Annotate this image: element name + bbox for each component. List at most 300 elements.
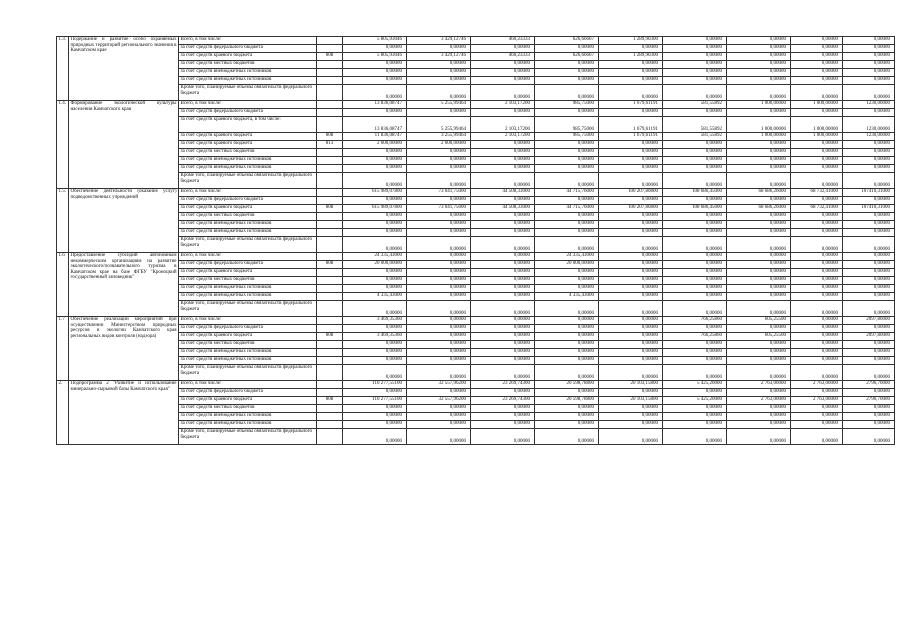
amount-cell: 0,00000 (843, 341, 895, 349)
amount-cell: 0,00000 (599, 157, 663, 165)
amount-cell: 0,00000 (535, 221, 599, 229)
amount-cell: 0,00000 (791, 293, 843, 301)
table-row (57, 397, 895, 405)
amount-cell: 0,00000 (343, 277, 407, 285)
table-row (57, 421, 895, 429)
amount-cell: 0,00000 (535, 349, 599, 357)
amount-cell: 0,00000 (843, 269, 895, 277)
amount-cell: 0,00000 (791, 429, 843, 445)
budget-code (317, 77, 343, 85)
item-number: 1.7 (57, 317, 69, 381)
amount-cell: 0,00000 (843, 405, 895, 413)
amount-cell: 0,00000 (843, 253, 895, 261)
amount-cell: 0,00000 (663, 213, 727, 221)
amount-cell: 0,00000 (535, 365, 599, 381)
amount-cell: 0,00000 (407, 261, 471, 269)
budget-code (317, 389, 343, 397)
amount-cell: 0,00000 (407, 173, 471, 189)
amount-cell: 0,00000 (471, 293, 535, 301)
budget-code (317, 357, 343, 365)
budget-code (317, 61, 343, 69)
amount-cell: 0,00000 (343, 213, 407, 221)
amount-cell: 0,00000 (843, 229, 895, 237)
amount-cell: 0,00000 (727, 365, 791, 381)
amount-cell: 0,00000 (471, 85, 535, 101)
amount-cell: 0,00000 (599, 357, 663, 365)
table-row (57, 341, 895, 349)
amount-cell: 0,00000 (471, 221, 535, 229)
funding-source: за счет средств местных бюджетов (179, 341, 317, 349)
funding-source: Кроме того, планируемые объемы обязательств федерального бюджета (179, 429, 317, 445)
amount-cell: 0,00000 (663, 365, 727, 381)
amount-cell: 0,00000 (407, 229, 471, 237)
amount-cell: 0,00000 (599, 301, 663, 317)
item-name: Предоставление субсидий автономным некоммерческим организациям на развитие экологического/познавательного туризма в Камчатском крае на базе ФГБУ "Кроноцкий государственный заповедник" (69, 253, 179, 317)
amount-cell: 0,00000 (663, 149, 727, 157)
amount-cell: 0,00000 (791, 269, 843, 277)
table-row (57, 333, 895, 341)
amount-cell: 0,00000 (407, 285, 471, 293)
amount-cell: 0,00000 (599, 109, 663, 117)
amount-cell: 0,00000 (535, 237, 599, 253)
table-row (57, 277, 895, 285)
amount-cell: 0,00000 (535, 197, 599, 205)
table-row (57, 285, 895, 293)
funding-source: за счет средств краевого бюджета (179, 133, 317, 141)
budget-code (317, 69, 343, 77)
amount-cell: 0,00000 (535, 173, 599, 189)
amount-cell: 0,00000 (727, 293, 791, 301)
amount-cell: 0,00000 (471, 165, 535, 173)
amount-cell: 0,00000 (663, 389, 727, 397)
budget-code (317, 101, 343, 109)
amount-cell: 0,00000 (727, 405, 791, 413)
amount-cell: 1 289,90300 (599, 37, 663, 45)
amount-cell: 0,00000 (727, 269, 791, 277)
table-row (57, 325, 895, 333)
table-row (57, 117, 895, 133)
amount-cell: 3 429,12746 (407, 53, 471, 61)
amount-cell: 0,00000 (727, 69, 791, 77)
funding-source: Кроме того, планируемые объемы обязательств федерального бюджета (179, 237, 317, 253)
amount-cell: 0,00000 (535, 45, 599, 53)
amount-cell: 0,00000 (599, 197, 663, 205)
table-row (57, 301, 895, 317)
amount-cell: 0,00000 (535, 317, 599, 325)
amount-cell: 0,00000 (471, 237, 535, 253)
budget-code (317, 197, 343, 205)
amount-cell: 2796,70000 (843, 397, 895, 405)
amount-cell: 0,00000 (471, 197, 535, 205)
table-row (57, 413, 895, 421)
item-name: Обеспечение деятельности (оказание услуг) подведомственных учреждений (69, 189, 179, 253)
budget-code (317, 253, 343, 261)
amount-cell: 0,00000 (407, 269, 471, 277)
amount-cell: 0,00000 (471, 213, 535, 221)
amount-cell: 0,00000 (343, 77, 407, 85)
amount-cell: 0,00000 (727, 165, 791, 173)
funding-source: Кроме того, планируемые объемы обязательств федерального бюджета (179, 173, 317, 189)
budget-code (317, 229, 343, 237)
table-row (57, 229, 895, 237)
amount-cell: 0,00000 (791, 109, 843, 117)
amount-cell: 0,00000 (843, 157, 895, 165)
funding-source: Всего, в том числе: (179, 101, 317, 109)
amount-cell: 0,00000 (471, 253, 535, 261)
amount-cell: 0,00000 (843, 325, 895, 333)
amount-cell: 2 763,00000 (727, 381, 791, 389)
amount-cell: 68 686,26000 (727, 189, 791, 197)
budget-code: 808 (317, 397, 343, 405)
amount-cell: 0,00000 (471, 389, 535, 397)
item-number: 1.4. (57, 101, 69, 189)
amount-cell: 0,00000 (843, 357, 895, 365)
amount-cell: 0,00000 (791, 277, 843, 285)
amount-cell: 615 989,07800 (343, 189, 407, 197)
amount-cell: 0,00000 (663, 165, 727, 173)
amount-cell: 1230,00000 (843, 133, 895, 141)
amount-cell: 0,00000 (663, 261, 727, 269)
amount-cell: 1 000,00000 (727, 117, 791, 133)
budget-code (317, 45, 343, 53)
table-row (57, 109, 895, 117)
amount-cell: 0,00000 (843, 349, 895, 357)
amount-cell: 0,00000 (843, 429, 895, 445)
amount-cell: 0,00000 (663, 413, 727, 421)
amount-cell: 0,00000 (599, 45, 663, 53)
amount-cell: 0,00000 (471, 261, 535, 269)
funding-source: Всего, в том числе: (179, 317, 317, 325)
amount-cell: 0,00000 (407, 253, 471, 261)
amount-cell: 0,00000 (791, 45, 843, 53)
budget-code (317, 117, 343, 133)
amount-cell: 13 836,08747 (343, 117, 407, 133)
amount-cell: 3 469,35360 (343, 317, 407, 325)
amount-cell: 0,00000 (407, 317, 471, 325)
item-number: 1.3. (57, 37, 69, 101)
amount-cell: 0,00000 (343, 413, 407, 421)
table-row (57, 189, 895, 197)
amount-cell: 605,25500 (727, 333, 791, 341)
amount-cell: 20 598,78800 (535, 381, 599, 389)
table-row (57, 213, 895, 221)
amount-cell: 0,00000 (727, 85, 791, 101)
table-row (57, 45, 895, 53)
amount-cell: 0,00000 (343, 229, 407, 237)
amount-cell: 0,00000 (535, 165, 599, 173)
budget-code (317, 421, 343, 429)
amount-cell: 0,00000 (791, 197, 843, 205)
amount-cell: 0,00000 (663, 293, 727, 301)
amount-cell: 0,00000 (471, 229, 535, 237)
amount-cell: 0,00000 (471, 269, 535, 277)
amount-cell: 0,00000 (407, 357, 471, 365)
funding-source: за счет средств внебюджетных источников (179, 221, 317, 229)
budget-code (317, 285, 343, 293)
amount-cell: 0,00000 (343, 341, 407, 349)
amount-cell: 0,00000 (843, 213, 895, 221)
amount-cell: 0,00000 (343, 173, 407, 189)
amount-cell: 23 269,74300 (471, 381, 535, 389)
budget-table (56, 36, 895, 445)
amount-cell: 0,00000 (407, 429, 471, 445)
amount-cell: 1230,00000 (843, 101, 895, 109)
amount-cell: 1 000,00000 (727, 101, 791, 109)
table-row (57, 317, 895, 325)
funding-source: Всего, в том числе: (179, 189, 317, 197)
amount-cell: 5 805,93046 (343, 53, 407, 61)
funding-source: за счет средств внебюджетных источников (179, 357, 317, 365)
amount-cell: 0,00000 (343, 157, 407, 165)
amount-cell: 0,00000 (599, 349, 663, 357)
amount-cell: 32 557,96200 (407, 381, 471, 389)
amount-cell: 0,00000 (471, 325, 535, 333)
amount-cell: 0,00000 (663, 69, 727, 77)
amount-cell: 5 255,99464 (407, 117, 471, 133)
amount-cell: 24 335,43000 (343, 253, 407, 261)
amount-cell: 0,00000 (599, 261, 663, 269)
amount-cell: 0,00000 (791, 365, 843, 381)
amount-cell: 44 715,76000 (535, 189, 599, 197)
table-row (57, 205, 895, 213)
amount-cell: 0,00000 (663, 229, 727, 237)
amount-cell: 0,00000 (471, 429, 535, 445)
amount-cell: 44 715,76000 (535, 205, 599, 213)
amount-cell: 0,00000 (535, 405, 599, 413)
amount-cell: 0,00000 (599, 61, 663, 69)
funding-source: за счет средств внебюджетных источников (179, 165, 317, 173)
amount-cell: 0,00000 (471, 77, 535, 85)
amount-cell: 0,00000 (471, 357, 535, 365)
amount-cell: 0,00000 (471, 301, 535, 317)
amount-cell: 0,00000 (471, 277, 535, 285)
amount-cell: 0,00000 (727, 37, 791, 45)
amount-cell: 5 425,20000 (663, 397, 727, 405)
amount-cell: 1 289,90300 (599, 53, 663, 61)
amount-cell: 0,00000 (727, 61, 791, 69)
amount-cell: 2 000,00000 (407, 141, 471, 149)
funding-source: за счет средств краевого бюджета (179, 269, 317, 277)
amount-cell: 100 207,80800 (599, 189, 663, 197)
amount-cell: 0,00000 (727, 221, 791, 229)
amount-cell: 0,00000 (663, 341, 727, 349)
amount-cell: 0,00000 (471, 317, 535, 325)
amount-cell: 0,00000 (791, 141, 843, 149)
table-row (57, 173, 895, 189)
amount-cell: 581,55892 (663, 101, 727, 109)
amount-cell: 0,00000 (843, 261, 895, 269)
amount-cell: 0,00000 (727, 53, 791, 61)
amount-cell: 44 508,33000 (471, 205, 535, 213)
amount-cell: 0,00000 (471, 349, 535, 357)
amount-cell: 0,00000 (535, 141, 599, 149)
amount-cell: 0,00000 (791, 389, 843, 397)
budget-code (317, 341, 343, 349)
amount-cell: 0,00000 (727, 349, 791, 357)
amount-cell: 0,00000 (407, 61, 471, 69)
amount-cell: 0,00000 (727, 277, 791, 285)
amount-cell: 0,00000 (727, 149, 791, 157)
amount-cell: 0,00000 (727, 325, 791, 333)
amount-cell: 68 732,41000 (791, 205, 843, 213)
amount-cell: 615 989,07800 (343, 205, 407, 213)
amount-cell: 0,00000 (407, 213, 471, 221)
amount-cell: 0,00000 (727, 229, 791, 237)
amount-cell: 0,00000 (535, 285, 599, 293)
amount-cell: 0,00000 (343, 349, 407, 357)
amount-cell: 0,00000 (663, 405, 727, 413)
amount-cell: 44 508,33000 (471, 189, 535, 197)
amount-cell: 110 277,55100 (343, 381, 407, 389)
amount-cell: 0,00000 (471, 157, 535, 165)
table-row (57, 365, 895, 381)
amount-cell: 0,00000 (727, 421, 791, 429)
funding-source: за счет средств местных бюджетов (179, 277, 317, 285)
amount-cell: 0,00000 (407, 413, 471, 421)
amount-cell: 0,00000 (599, 389, 663, 397)
amount-cell: 2097,80000 (843, 333, 895, 341)
amount-cell: 0,00000 (599, 165, 663, 173)
amount-cell: 0,00000 (663, 109, 727, 117)
amount-cell: 0,00000 (843, 285, 895, 293)
amount-cell: 766,25860 (663, 333, 727, 341)
amount-cell: 0,00000 (663, 237, 727, 253)
table-row (57, 149, 895, 157)
amount-cell: 0,00000 (599, 253, 663, 261)
budget-code (317, 85, 343, 101)
amount-cell: 0,00000 (407, 69, 471, 77)
funding-source: за счет средств федерального бюджета (179, 389, 317, 397)
amount-cell: 68 686,26000 (727, 205, 791, 213)
amount-cell: 0,00000 (663, 301, 727, 317)
table-row (57, 293, 895, 301)
amount-cell: 107410,31000 (843, 205, 895, 213)
amount-cell: 0,00000 (663, 357, 727, 365)
amount-cell: 0,00000 (407, 293, 471, 301)
amount-cell: 0,00000 (535, 229, 599, 237)
amount-cell: 0,00000 (727, 261, 791, 269)
amount-cell: 0,00000 (535, 301, 599, 317)
amount-cell: 0,00000 (791, 213, 843, 221)
amount-cell: 0,00000 (791, 69, 843, 77)
amount-cell: 0,00000 (843, 221, 895, 229)
amount-cell: 23 269,74300 (471, 397, 535, 405)
amount-cell: 4 335,43000 (343, 293, 407, 301)
amount-cell: 0,00000 (343, 237, 407, 253)
item-number: 1.6 (57, 253, 69, 317)
table-row (57, 349, 895, 357)
amount-cell: 460,23333 (471, 53, 535, 61)
budget-code: 808 (317, 261, 343, 269)
amount-cell: 0,00000 (407, 221, 471, 229)
budget-code (317, 277, 343, 285)
amount-cell: 0,00000 (843, 165, 895, 173)
amount-cell: 0,00000 (599, 173, 663, 189)
amount-cell: 2 763,00000 (791, 381, 843, 389)
amount-cell: 0,00000 (535, 85, 599, 101)
table-row (57, 269, 895, 277)
amount-cell: 0,00000 (535, 389, 599, 397)
table-row (57, 85, 895, 101)
amount-cell: 0,00000 (407, 45, 471, 53)
amount-cell: 0,00000 (343, 221, 407, 229)
amount-cell: 0,00000 (663, 253, 727, 261)
table-row (57, 237, 895, 253)
amount-cell: 0,00000 (343, 109, 407, 117)
amount-cell: 2 103,17200 (471, 133, 535, 141)
amount-cell: 0,00000 (727, 173, 791, 189)
amount-cell: 0,00000 (791, 325, 843, 333)
amount-cell: 0,00000 (535, 333, 599, 341)
amount-cell: 0,00000 (843, 277, 895, 285)
amount-cell: 0,00000 (535, 421, 599, 429)
amount-cell: 20 000,00000 (535, 261, 599, 269)
funding-source: за счет средств федерального бюджета (179, 109, 317, 117)
amount-cell: 0,00000 (727, 157, 791, 165)
amount-cell: 0,00000 (471, 333, 535, 341)
amount-cell: 0,00000 (407, 157, 471, 165)
budget-code: 808 (317, 333, 343, 341)
amount-cell: 460,23333 (471, 37, 535, 45)
item-name: Подержание и развитие особо охраняемых природных территорий регионального значения в Камчатском крае (69, 37, 179, 101)
funding-source: за счет средств федерального бюджета (179, 325, 317, 333)
amount-cell: 2 103,17200 (471, 117, 535, 133)
amount-cell: 4 335,43000 (535, 293, 599, 301)
budget-code (317, 293, 343, 301)
amount-cell: 0,00000 (407, 421, 471, 429)
amount-cell: 0,00000 (663, 37, 727, 45)
amount-cell: 24 335,43000 (535, 253, 599, 261)
amount-cell: 0,00000 (407, 77, 471, 85)
amount-cell: 0,00000 (471, 421, 535, 429)
funding-source: за счет средств внебюджетных источников (179, 413, 317, 421)
amount-cell: 1230,00000 (843, 117, 895, 133)
amount-cell: 0,00000 (407, 85, 471, 101)
budget-code (317, 413, 343, 421)
budget-code (317, 381, 343, 389)
amount-cell: 0,00000 (727, 341, 791, 349)
table-row (57, 197, 895, 205)
amount-cell: 0,00000 (663, 269, 727, 277)
amount-cell: 626,66667 (535, 37, 599, 45)
amount-cell: 0,00000 (343, 269, 407, 277)
amount-cell: 0,00000 (791, 61, 843, 69)
amount-cell: 0,00000 (663, 61, 727, 69)
amount-cell: 0,00000 (471, 413, 535, 421)
amount-cell: 0,00000 (343, 301, 407, 317)
amount-cell: 0,00000 (343, 357, 407, 365)
table-row (57, 141, 895, 149)
amount-cell: 0,00000 (471, 149, 535, 157)
funding-source: Кроме того, планируемые объемы обязательств федерального бюджета (179, 85, 317, 101)
amount-cell: 1 000,00000 (791, 117, 843, 133)
amount-cell: 0,00000 (791, 341, 843, 349)
amount-cell: 20 103,15800 (599, 397, 663, 405)
amount-cell: 0,00000 (791, 77, 843, 85)
funding-source: Всего, в том числе: (179, 253, 317, 261)
amount-cell: 0,00000 (843, 173, 895, 189)
amount-cell: 20 598,78800 (535, 397, 599, 405)
table-row (57, 405, 895, 413)
amount-cell: 0,00000 (727, 197, 791, 205)
amount-cell: 0,00000 (599, 413, 663, 421)
funding-source: за счет средств местных бюджетов (179, 405, 317, 413)
amount-cell: 0,00000 (791, 413, 843, 421)
funding-source: за счет средств федерального бюджета (179, 45, 317, 53)
amount-cell: 0,00000 (791, 221, 843, 229)
amount-cell: 0,00000 (727, 109, 791, 117)
amount-cell: 0,00000 (791, 149, 843, 157)
